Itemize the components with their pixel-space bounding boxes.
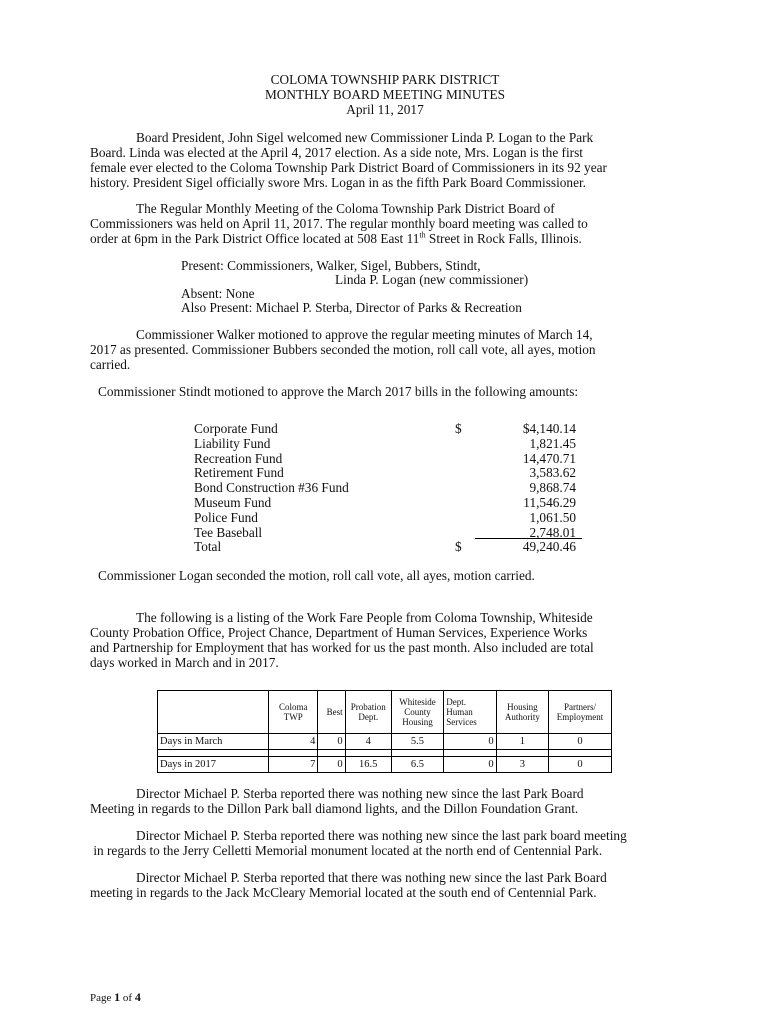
para5-line: Meeting in regards to the Dillon Park ball diamond lights, and the Dillon Foundation Grant. — [90, 801, 579, 816]
para5-line: Director Michael P. Sterba reported there was nothing new since the last Park Board — [136, 786, 584, 801]
para2-line: Commissioners was held on April 11, 2017. The regular monthly board meeting was called to — [90, 216, 588, 231]
fund-name: Recreation Fund — [194, 450, 283, 466]
footer-text: Page — [90, 992, 115, 1004]
table-header-cell — [444, 691, 496, 734]
para2-line: The Regular Monthly Meeting of the Coloma Township Park District Board of — [136, 201, 555, 216]
fund-dollar: $ — [455, 421, 462, 436]
table-spacer-row — [158, 750, 612, 757]
para3-line: Commissioner Walker motioned to approve the regular meeting minutes of March 14, — [136, 327, 593, 342]
para1-line: female ever elected to the Coloma Township Park District Board of Commissioners in its 92 year — [90, 160, 607, 175]
table-cell: 0 — [444, 757, 496, 773]
table-cell: 0 — [444, 734, 496, 750]
table-cell: 16.5 — [345, 757, 391, 773]
fund-name: Total — [194, 539, 222, 555]
doc-subtitle: MONTHLY BOARD MEETING MINUTES — [264, 87, 506, 102]
header-label: Whiteside County Housing — [399, 697, 436, 727]
table-cell: 4 — [269, 734, 318, 750]
second-motion: Commissioner Logan seconded the motion, roll call vote, all ayes, motion carried. — [98, 568, 535, 583]
table-row — [158, 757, 612, 773]
also-present-line: Also Present: Michael P. Sterba, Director of Parks & Recreation — [181, 300, 522, 315]
para4-line: and Partnership for Employment that has worked for us the past month. Also included are total — [90, 640, 594, 655]
para1-line: Board. Linda was elected at the April 4, 2017 election. As a side note, Mrs. Logan is the first — [90, 145, 583, 160]
para2-text: order at 6pm in the Park District Office located at 508 East 11 — [90, 231, 420, 246]
table-header-cell — [269, 691, 318, 734]
table-cell — [318, 750, 345, 757]
table-cell: 0 — [318, 757, 345, 773]
fund-name: Liability Fund — [194, 435, 271, 451]
para3-line: 2017 as presented. Commissioner Bubbers seconded the motion, roll call vote, all ayes, motion — [90, 342, 596, 357]
header-label: Best — [326, 707, 343, 717]
header-label: Housing Authority — [504, 702, 540, 722]
table-cell: 0 — [318, 734, 345, 750]
para6-line: Director Michael P. Sterba reported there was nothing new since the last park board meeting — [136, 828, 627, 843]
table-cell — [345, 750, 391, 757]
fund-amount: 9,868.74 — [529, 480, 576, 496]
present-line: Linda P. Logan (new commissioner) — [335, 272, 529, 287]
page-total: 4 — [134, 990, 141, 1004]
table-header-cell — [158, 691, 269, 734]
table-header-cell — [345, 691, 391, 734]
page-footer — [90, 990, 141, 1005]
page-number: 1 — [114, 990, 121, 1004]
fund-amount: 2,748.01 — [529, 524, 576, 540]
table-cell — [158, 750, 269, 757]
fund-amount: 1,061.50 — [529, 509, 576, 525]
table-header-cell — [391, 691, 443, 734]
table-row — [158, 734, 612, 750]
fund-amount: 49,240.46 — [522, 539, 576, 555]
workfare-table — [157, 690, 612, 773]
para7-line: Director Michael P. Sterba reported that there was nothing new since the last Park Board — [136, 870, 607, 885]
absent-line: Absent: None — [181, 286, 255, 301]
para3-line: carried. — [90, 357, 131, 372]
table-cell: 0 — [549, 734, 612, 750]
table-cell: 3 — [496, 757, 548, 773]
fund-amount: 1,821.45 — [529, 435, 576, 451]
table-cell: 0 — [549, 757, 612, 773]
table-cell: 6.5 — [391, 757, 443, 773]
para2-line — [90, 231, 582, 246]
fund-amount: 3,583.62 — [529, 465, 576, 481]
doc-title: COLOMA TOWNSHIP PARK DISTRICT — [270, 72, 500, 87]
table-cell — [444, 750, 496, 757]
fund-amount: 11,546.29 — [523, 495, 576, 510]
fund-name: Bond Construction #36 Fund — [194, 480, 349, 496]
bills-intro: Commissioner Stindt motioned to approve the March 2017 bills in the following amounts: — [98, 384, 579, 399]
present-line: Present: Commissioners, Walker, Sigel, Bubbers, Stindt, — [181, 258, 481, 273]
fund-amount: 14,470.71 — [522, 450, 576, 466]
table-header-cell — [318, 691, 345, 734]
fund-name: Tee Baseball — [194, 524, 263, 540]
fund-amount: $4,140.14 — [522, 421, 576, 436]
para6-line: in regards to the Jerry Celletti Memorial monument located at the north end of Centennial Park. — [90, 843, 603, 858]
header-label: Probation Dept. — [350, 702, 386, 722]
para2-text: Street in Rock Falls, Illinois. — [425, 231, 582, 246]
para1-line: Board President, John Sigel welcomed new Commissioner Linda P. Logan to the Park — [136, 130, 594, 145]
table-cell: 5.5 — [391, 734, 443, 750]
table-header-cell — [549, 691, 612, 734]
fund-name: Corporate Fund — [194, 421, 278, 436]
header-label: Dept. Human Services — [446, 697, 477, 727]
header-label: Coloma TWP — [279, 702, 308, 722]
para4-line: County Probation Office, Project Chance, Department of Human Services, Experience Works — [90, 625, 588, 640]
row-label: Days in March — [158, 734, 269, 750]
table-cell: 4 — [345, 734, 391, 750]
table-cell: 1 — [496, 734, 548, 750]
fund-name: Police Fund — [194, 509, 258, 525]
para7-line: meeting in regards to the Jack McCleary Memorial located at the south end of Centennial Park. — [90, 885, 597, 900]
table-header-cell — [496, 691, 548, 734]
para1-line: history. President Sigel officially swore Mrs. Logan in as the fifth Park Board Commissioner. — [90, 175, 586, 190]
table-cell — [391, 750, 443, 757]
table-cell — [496, 750, 548, 757]
row-label: Days in 2017 — [158, 757, 269, 773]
table-cell: 7 — [269, 757, 318, 773]
table-cell — [269, 750, 318, 757]
para4-line: The following is a listing of the Work Fare People from Coloma Township, Whiteside — [136, 610, 593, 625]
footer-text: of — [120, 992, 135, 1004]
header-label: Partners/ Employment — [556, 702, 604, 722]
doc-date: April 11, 2017 — [346, 102, 424, 117]
table-cell — [549, 750, 612, 757]
superscript: th — [419, 230, 426, 240]
fund-name: Museum Fund — [194, 495, 272, 510]
fund-dollar: $ — [455, 539, 462, 555]
para4-line: days worked in March and in 2017. — [90, 655, 279, 670]
fund-name: Retirement Fund — [194, 465, 284, 481]
